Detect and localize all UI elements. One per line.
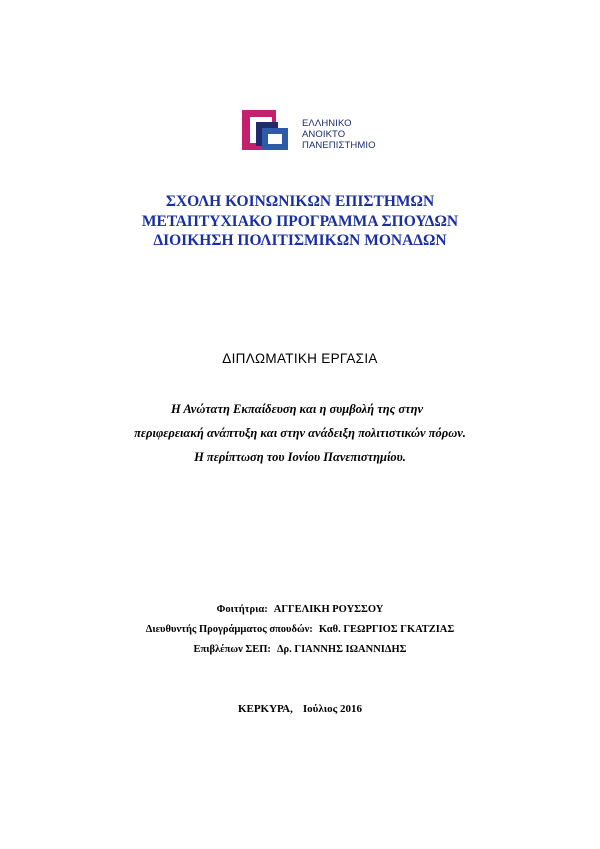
supervisor-label: Επιβλέπων ΣΕΠ:: [193, 644, 271, 655]
supervisor-name: Δρ. ΓΙΑΝΝΗΣ ΙΩΑΝΝΙΔΗΣ: [276, 644, 407, 655]
thesis-title-line-1: Η Ανώτατη Εκπαίδευση και η συμβολή της στην: [170, 402, 424, 416]
place-and-date: [0, 703, 600, 715]
program-name: ΜΕΤΑΠΤΥΧΙΑΚΟ ΠΡΟΓΡΑΜΜΑ ΣΠΟΥΔΩΝ: [141, 212, 459, 230]
university-logo-mark-icon: [240, 108, 296, 154]
student-name: ΑΓΓΕΛΙΚΗ ΡΟΥΣΣΟΥ: [273, 604, 384, 615]
director-label: Διευθυντής Προγράμματος σπουδών:: [145, 624, 313, 635]
logo-line-3: ΠΑΝΕΠΙΣΤΗΜΙΟ: [302, 140, 376, 151]
logo-line-1: ΕΛΛΗΝΙΚΟ: [302, 118, 352, 129]
date: Ιούλιος 2016: [302, 703, 363, 715]
document-type: ΔΙΠΛΩΜΑΤΙΚΗ ΕΡΓΑΣΙΑ: [222, 351, 378, 366]
student-row: [0, 600, 600, 620]
logo-line-2: ΑΝΟΙΚΤΟ: [302, 129, 346, 140]
thesis-title-line-3: Η περίπτωση του Ιονίου Πανεπιστημίου.: [194, 450, 406, 464]
specialization-name: ΔΙΟΙΚΗΣΗ ΠΟΛΙΤΙΣΜΙΚΩΝ ΜΟΝΑΔΩΝ: [153, 232, 447, 249]
university-logo-wordmark: [302, 118, 376, 151]
credits-block: [0, 600, 600, 660]
place: ΚΕΡΚΥΡΑ,: [237, 703, 293, 715]
school-name: ΣΧΟΛΗ ΚΟΙΝΩΝΙΚΩΝ ΕΠΙΣΤΗΜΩΝ: [165, 193, 435, 210]
supervisor-row: [0, 640, 600, 660]
school-heading: [0, 192, 600, 251]
thesis-title: [0, 397, 600, 469]
thesis-title-line-2: περιφερειακή ανάπτυξη και στην ανάδειξη πολιτιστικών πόρων.: [134, 426, 466, 440]
director-name: Καθ. ΓΕΩΡΓΙΟΣ ΓΚΑΤΖΙΑΣ: [318, 624, 455, 635]
director-row: [0, 620, 600, 640]
university-logo: [240, 108, 410, 156]
student-label: Φοιτήτρια:: [216, 604, 268, 615]
